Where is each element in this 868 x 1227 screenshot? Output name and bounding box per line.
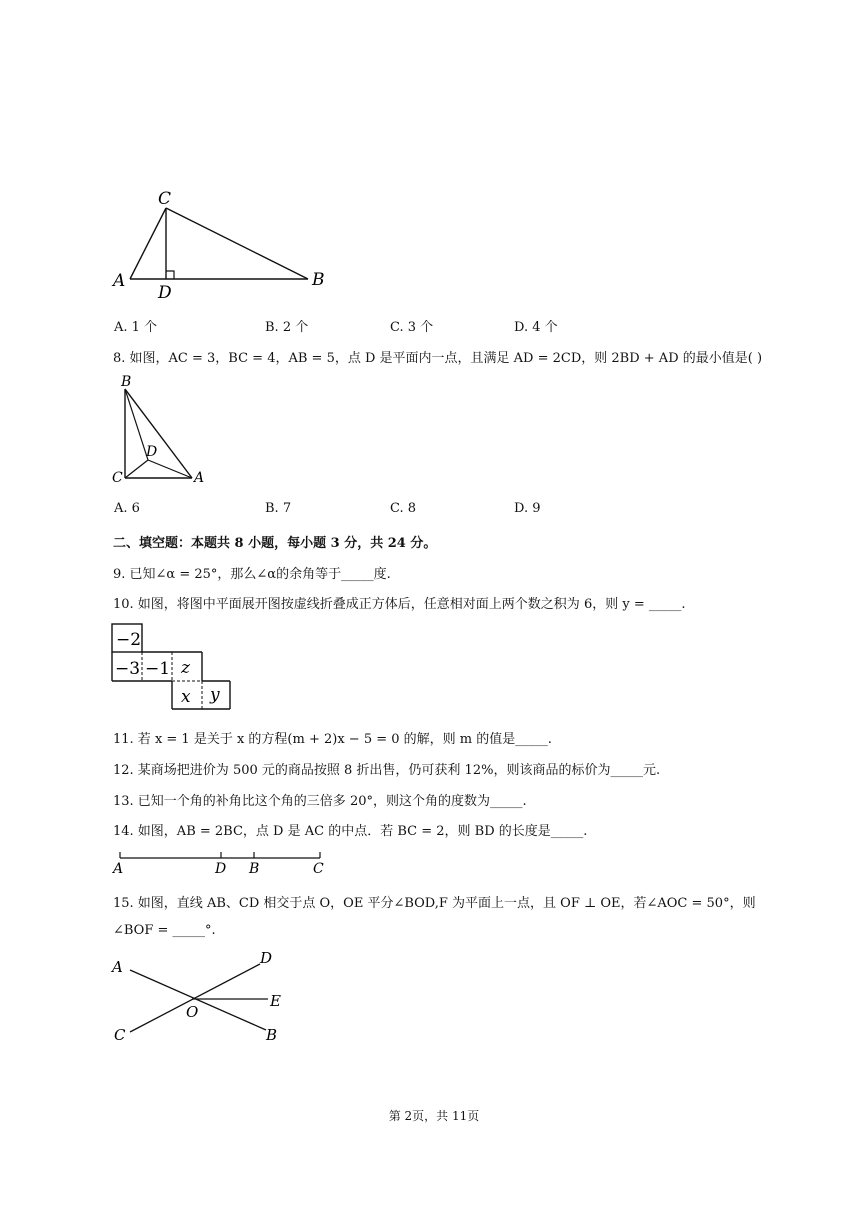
fig15-label-b: B (266, 1026, 278, 1044)
fig8-label-a: A (194, 470, 205, 486)
page-footer: 第 2页，共 11页 (388, 1109, 480, 1123)
q10-cube-net-figure (110, 622, 235, 712)
q13-text: 13. 已知一个角的补角比这个角的三倍多 20°，则这个角的度数为_____. (113, 794, 527, 809)
fig15-label-d: D (260, 949, 273, 967)
fig7-label-a: A (113, 271, 126, 291)
fig15-label-o: O (186, 1003, 199, 1021)
net-cell-z: z (181, 658, 190, 678)
q9-text: 9. 已知∠α = 25°，那么∠α的余角等于_____度. (113, 567, 391, 582)
q7-triangle-figure (108, 186, 338, 301)
fig15-label-c: C (114, 1026, 126, 1044)
q14-segment-figure (110, 846, 330, 876)
q15-text-line1: 15. 如图，直线 AB、CD 相交于点 O，OE 平分∠BOD,F 为平面上一点，且 OF ⊥ OE，若∠AOC = 50°，则 (113, 896, 756, 911)
q7-option-c: C. 3 个 (390, 320, 434, 335)
fig8-label-d: D (146, 444, 158, 460)
net-cell-neg2: −2 (116, 630, 142, 650)
fig14-label-b: B (249, 861, 260, 876)
q8-text: 8. 如图，AC = 3，BC = 4，AB = 5，点 D 是平面内一点，且满足 AD = 2CD，则 2BD + AD 的最小值是( ) (113, 351, 763, 366)
fig7-label-b: B (312, 270, 325, 290)
q12-text: 12. 某商场把进价为 500 元的商品按照 8 折出售，仍可获利 12%，则该商品的标价为_____元. (113, 763, 661, 778)
q7-option-a: A. 1 个 (114, 320, 158, 335)
net-cell-x: x (181, 687, 191, 707)
q15-text-line2: ∠BOF = _____°. (113, 923, 216, 938)
q11-text: 11. 若 x = 1 是关于 x 的方程(m + 2)x − 5 = 0 的解，则 m 的值是_____. (113, 732, 552, 747)
section-fill-in-heading: 二、填空题：本题共 8 小题，每小题 3 分，共 24 分。 (113, 536, 437, 551)
q7-option-d: D. 4 个 (514, 320, 558, 335)
fig8-label-c: C (112, 470, 123, 486)
net-cell-neg3: −3 (115, 659, 141, 679)
q15-lines-figure (108, 948, 298, 1048)
q8-option-b: B. 7 (265, 501, 292, 516)
fig7-label-c: C (158, 189, 172, 209)
net-cell-y: y (210, 685, 220, 705)
fig8-label-b: B (121, 374, 132, 390)
q7-option-b: B. 2 个 (265, 320, 309, 335)
fig14-label-c: C (313, 861, 324, 876)
q8-option-a: A. 6 (114, 501, 140, 516)
q8-option-c: C. 8 (390, 501, 417, 516)
net-cell-neg1: −1 (145, 659, 171, 679)
fig7-label-d: D (158, 283, 172, 301)
q14-text: 14. 如图，AB = 2BC，点 D 是 AC 的中点．若 BC = 2，则 BD 的长度是_____. (113, 824, 588, 839)
fig14-label-a: A (113, 861, 124, 876)
q10-text: 10. 如图，将图中平面展开图按虚线折叠成正方体后，任意相对面上两个数之积为 6，则 y = _____. (113, 597, 686, 612)
fig15-label-a: A (112, 958, 123, 976)
fig15-label-e: E (270, 992, 281, 1010)
q8-triangle-figure (108, 372, 218, 487)
fig14-label-d: D (215, 861, 227, 876)
q8-option-d: D. 9 (514, 501, 541, 516)
